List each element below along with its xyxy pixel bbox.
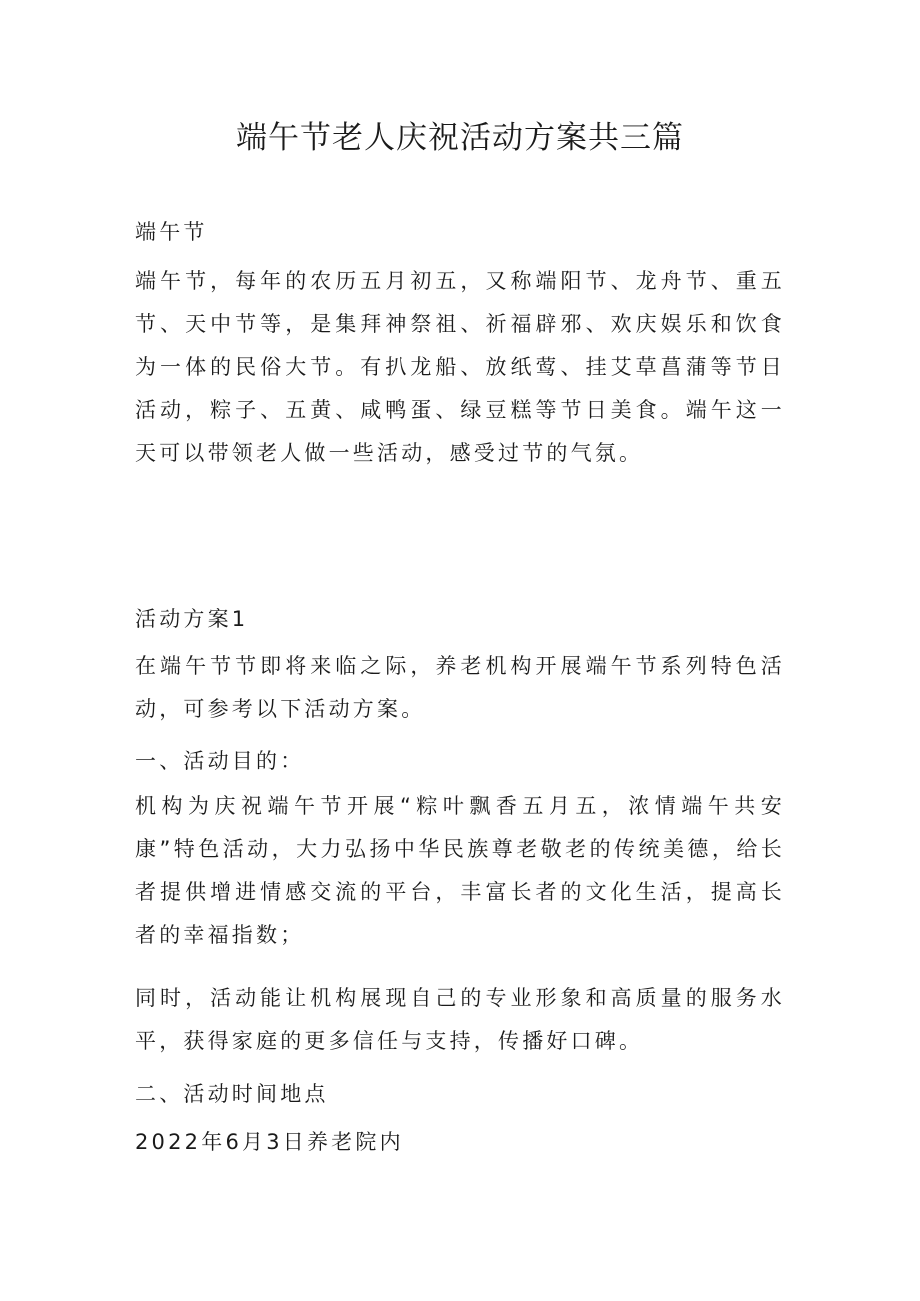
plan1-heading: 活动方案1	[135, 607, 249, 631]
intro-heading: 端午节	[135, 220, 208, 244]
section1-heading: 一、活动目的：	[135, 749, 305, 773]
section2-heading: 二、活动时间地点	[135, 1082, 329, 1106]
document-title: 端午节老人庆祝活动方案共三篇	[236, 120, 684, 156]
intro-paragraph: 端午节，每年的农历五月初五，又称端阳节、龙舟节、重五节、天中节等，是集拜神祭祖、祈福辟邪、欢庆娱乐和饮食为一体的民俗大节。有扒龙船、放纸莺、挂艾草菖蒲等节日活动，粽子、五黄、咸鸭蛋、绿豆糕等节日美食。端午这一天可以带领老人做一些活动，感受过节的气氛。	[135, 269, 785, 465]
section2-body: 2022年6月3日养老院内	[135, 1130, 404, 1154]
section1-paragraph-2: 同时，活动能让机构展现自己的专业形象和高质量的服务水平，获得家庭的更多信任与支持，传播好口碑。	[135, 986, 785, 1053]
section1-paragraph-1: 机构为庆祝端午节开展“粽叶飘香五月五，浓情端午共安康”特色活动，大力弘扬中华民族尊老敬老的传统美德，给长者提供增进情感交流的平台，丰富长者的文化生活，提高长者的幸福指数；	[135, 794, 785, 947]
plan1-intro-paragraph: 在端午节节即将来临之际，养老机构开展端午节系列特色活动，可参考以下活动方案。	[135, 654, 785, 721]
